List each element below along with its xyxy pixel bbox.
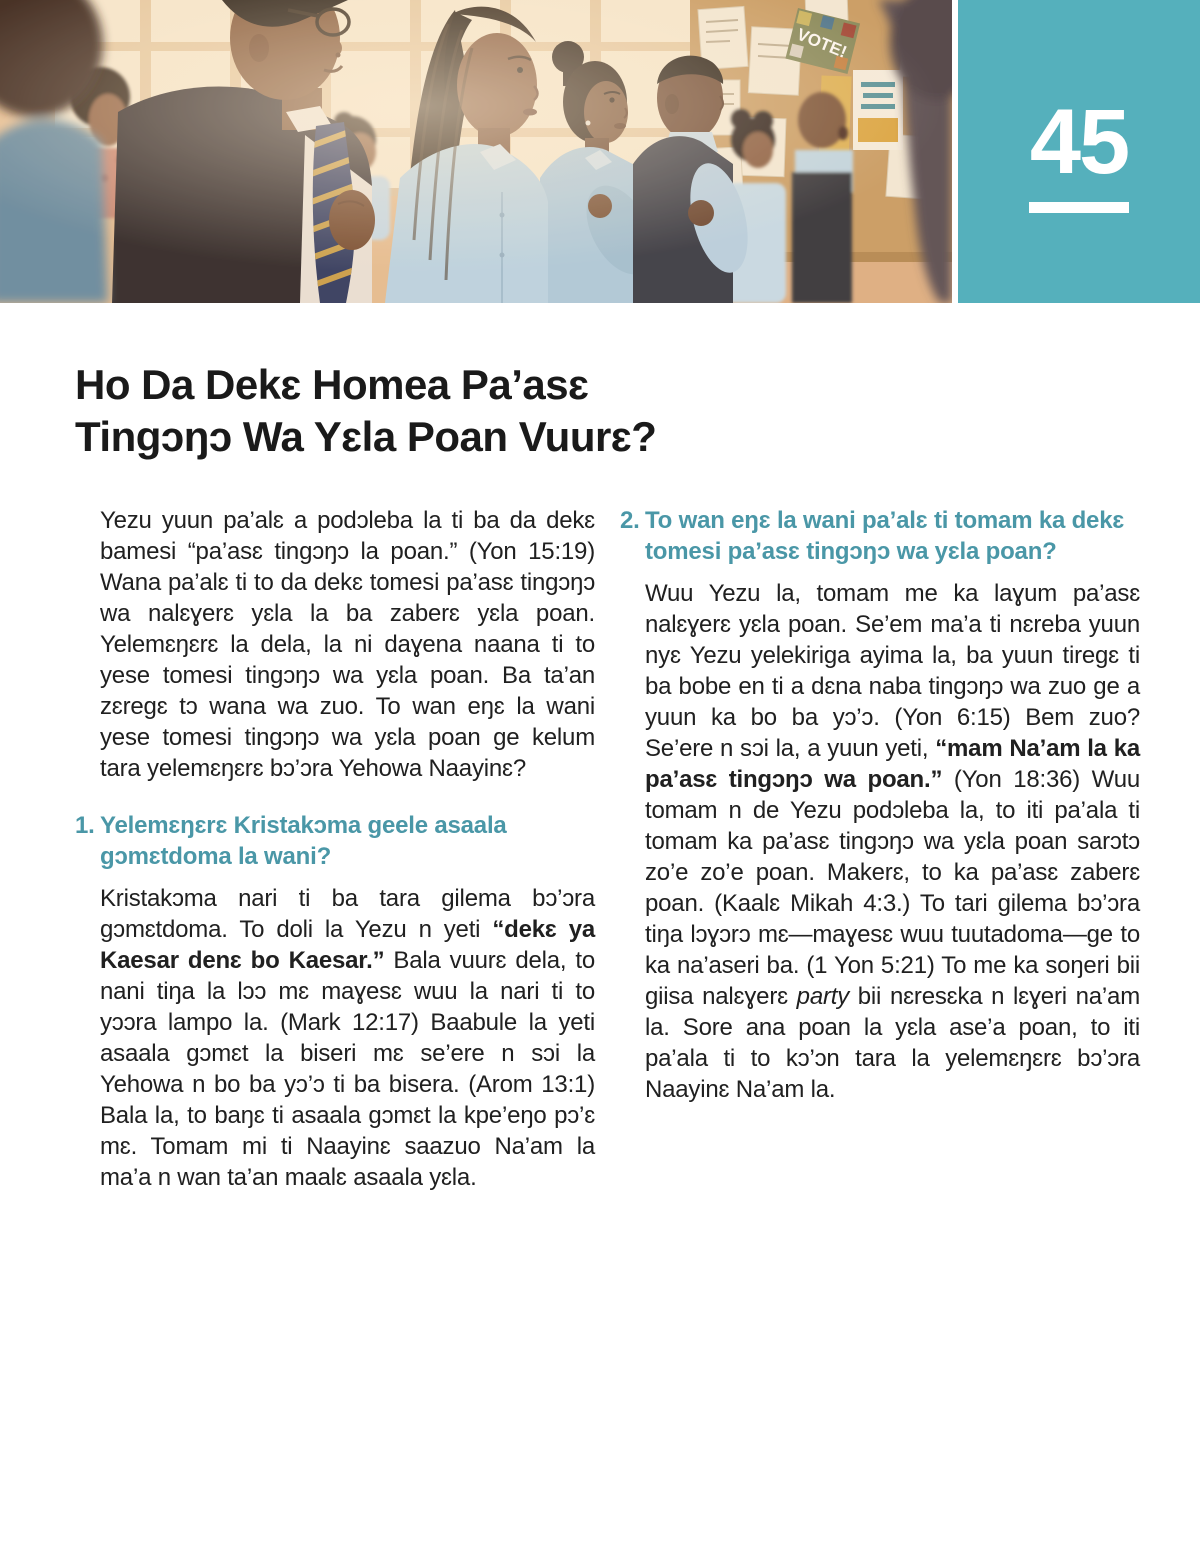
classroom-photo-illustration [0, 0, 952, 303]
question-1-heading [75, 810, 595, 872]
q2-text-post: bii nɛresɛka n lɛɣeri na’am la. Sore ana poan la yɛla ase’a poan, to iti pa’ala ti to kɔ’ɔn tara la yelemɛŋɛrɛ bɔ’ɔra Naayinɛ Na’am la. [645, 983, 1140, 1103]
q2-text-bold-quote: “mam Na’am la ka pa’asɛ tingɔŋɔ wa poan.” [645, 735, 1140, 793]
q2-text-mid: (Yon 18:36) Wuu tomam n de Yezu podɔleba la, to iti pa’ala ti tomam ka pa’asɛ tingɔŋɔ wa yɛla poan sarɔtɔ zo’e zo’e poan. Makerɛ, to ka pa’asɛ zaberɛ poan. (Kaalɛ Mikah 4:3.) To tari gilema bɔ’ɔra tiŋa lɔɣɔrɔ mɛ—maɣesɛ wuu tuutadoma—ge to ka na’aseri ba. (1 Yon 5:21) To me ka soŋeri bii giisa nalɛɣerɛ [645, 766, 1140, 1010]
question-2-title: To wan eŋɛ la wani pa’alɛ ti tomam ka dekɛ tomesi pa’asɛ tingɔŋɔ wa yɛla poan? [645, 507, 1125, 565]
light-overlay [0, 0, 952, 303]
question-2-paragraph [645, 578, 1140, 1105]
chapter-number-underline [1029, 202, 1129, 213]
header-photo [0, 0, 952, 303]
text-columns [75, 505, 1140, 1193]
question-2-heading [620, 505, 1140, 567]
q1-text-post: Bala vuurɛ dela, to nani tiŋa la lɔɔ mɛ maɣesɛ wuu la nari ti to yɔɔra lampo la. (Mark 12:17) Baabule la yeti asaala gɔmɛt la biseri mɛ se’ere n sɔi la Yehowa n bo ba yɔ’ɔ ti ba bisera. (Arom 13:1) Bala la, to baŋɛ ti asaala gɔmɛt la kpe’eŋo pɔ’ɛ mɛ. Tomam mi ti Naayinɛ saazuo Na’am la ma’a n wan ta’an maalɛ asaala yɛla. [100, 947, 595, 1191]
page-content [0, 359, 1200, 1193]
question-2 [620, 505, 1140, 1105]
column-right [620, 505, 1140, 1193]
chapter-number: 45 [1029, 91, 1129, 193]
q1-text-pre: Kristakɔma nari ti ba tara gilema bɔ’ɔra gɔmɛtdoma. To doli la Yezu n yeti [100, 885, 595, 943]
q1-text-bold-quote: “dekɛ ya Kaesar denɛ bo Kaesar.” [100, 916, 595, 974]
question-1-paragraph [100, 883, 595, 1193]
column-left [75, 505, 595, 1193]
page-title-line2: Tingɔŋɔ Wa Yɛla Poan Vuurɛ? [75, 413, 657, 460]
intro-paragraph: Yezu yuun pa’alɛ a podɔleba la ti ba da dekɛ bamesi “pa’asɛ tingɔŋɔ la poan.” (Yon 15:19) Wana pa’alɛ ti to da dekɛ tomesi pa’asɛ tingɔŋɔ wa nalɛɣerɛ yɛla la ba zaberɛ yɛla poan. Yelemɛŋɛrɛ la dela, la ni daɣena naana ti to yese tomesi tingɔŋɔ wa yɛla poan. Ba ta’an zɛregɛ tɔ wana wa zuo. To wan eŋɛ la wani yese tomesi tingɔŋɔ wa yɛla poan ge kelum tara yelemɛŋɛrɛ bɔ’ɔra Yehowa Naayinɛ? [100, 507, 595, 782]
q2-text-italic: party [796, 983, 850, 1010]
question-1-number: 1. [75, 812, 95, 839]
question-1-title: Yelemɛŋɛrɛ Kristakɔma geele asaala gɔmɛtdoma la wani? [100, 812, 507, 870]
page-title [75, 359, 1140, 463]
page-title-line1: Ho Da Dekɛ Homea Pa’asɛ [75, 361, 589, 408]
q2-text-pre: Wuu Yezu la, tomam me ka laɣum pa’asɛ nalɛɣerɛ yɛla poan. Se’em ma’a ti nɛreba yuun nyɛ Yezu yelekiriga ayima la, ba yuun tiregɛ ti ba bobe en ti a dɛna naba tingɔŋɔ wa zuo ge a yuun ka bo ba yɔ’ɔ. (Yon 6:15) Bem zuo? Se’ere n sɔi la, a yuun yeti, [645, 580, 1140, 762]
question-1 [75, 810, 595, 1193]
chapter-number-box [958, 0, 1200, 303]
page-header [0, 0, 1200, 303]
question-2-number: 2. [620, 507, 640, 534]
